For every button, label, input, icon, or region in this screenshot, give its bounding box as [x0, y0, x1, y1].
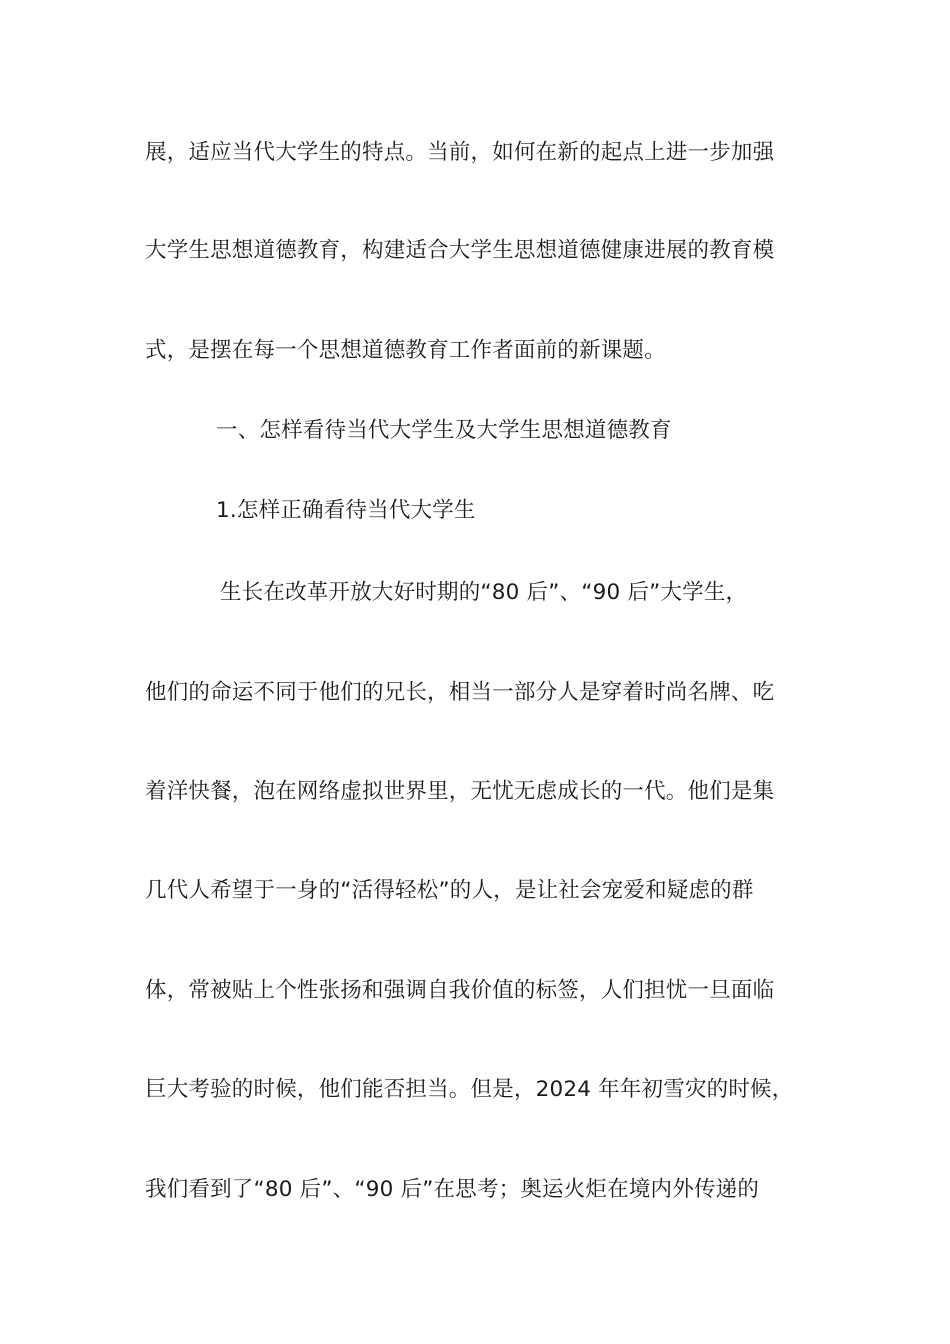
paragraph-line: 巨大考验的时候，他们能否担当。但是，2024 年年初雪灾的时候，	[145, 1077, 794, 1102]
paragraph-line: 体，常被贴上个性张扬和强调自我价值的标签，人们担忧一旦面临	[145, 978, 775, 1003]
paragraph-line: 大学生思想道德教育，构建适合大学生思想道德健康进展的教育模	[145, 238, 775, 263]
paragraph-line: 我们看到了“80 后”、“90 后”在思考；奥运火炬在境内外传递的	[145, 1177, 760, 1202]
paragraph-line: 着洋快餐，泡在网络虚拟世界里，无忧无虑成长的一代。他们是集	[145, 779, 775, 804]
paragraph-line: 他们的命运不同于他们的兄长，相当一部分人是穿着时尚名牌、吃	[145, 680, 775, 705]
paragraph-line: 几代人希望于一身的“活得轻松”的人，是让社会宠爱和疑虑的群	[145, 878, 754, 903]
section-heading: 一、怎样看待当代大学生及大学生思想道德教育	[216, 418, 672, 443]
paragraph-line: 式，是摆在每一个思想道德教育工作者面前的新课题。	[145, 338, 666, 363]
paragraph-line: 生长在改革开放大好时期的“80 后”、“90 后”大学生，	[220, 580, 748, 605]
paragraph-line: 展，适应当代大学生的特点。当前，如何在新的起点上进一步加强	[145, 140, 775, 165]
subsection-heading: 1.怎样正确看待当代大学生	[216, 498, 476, 523]
